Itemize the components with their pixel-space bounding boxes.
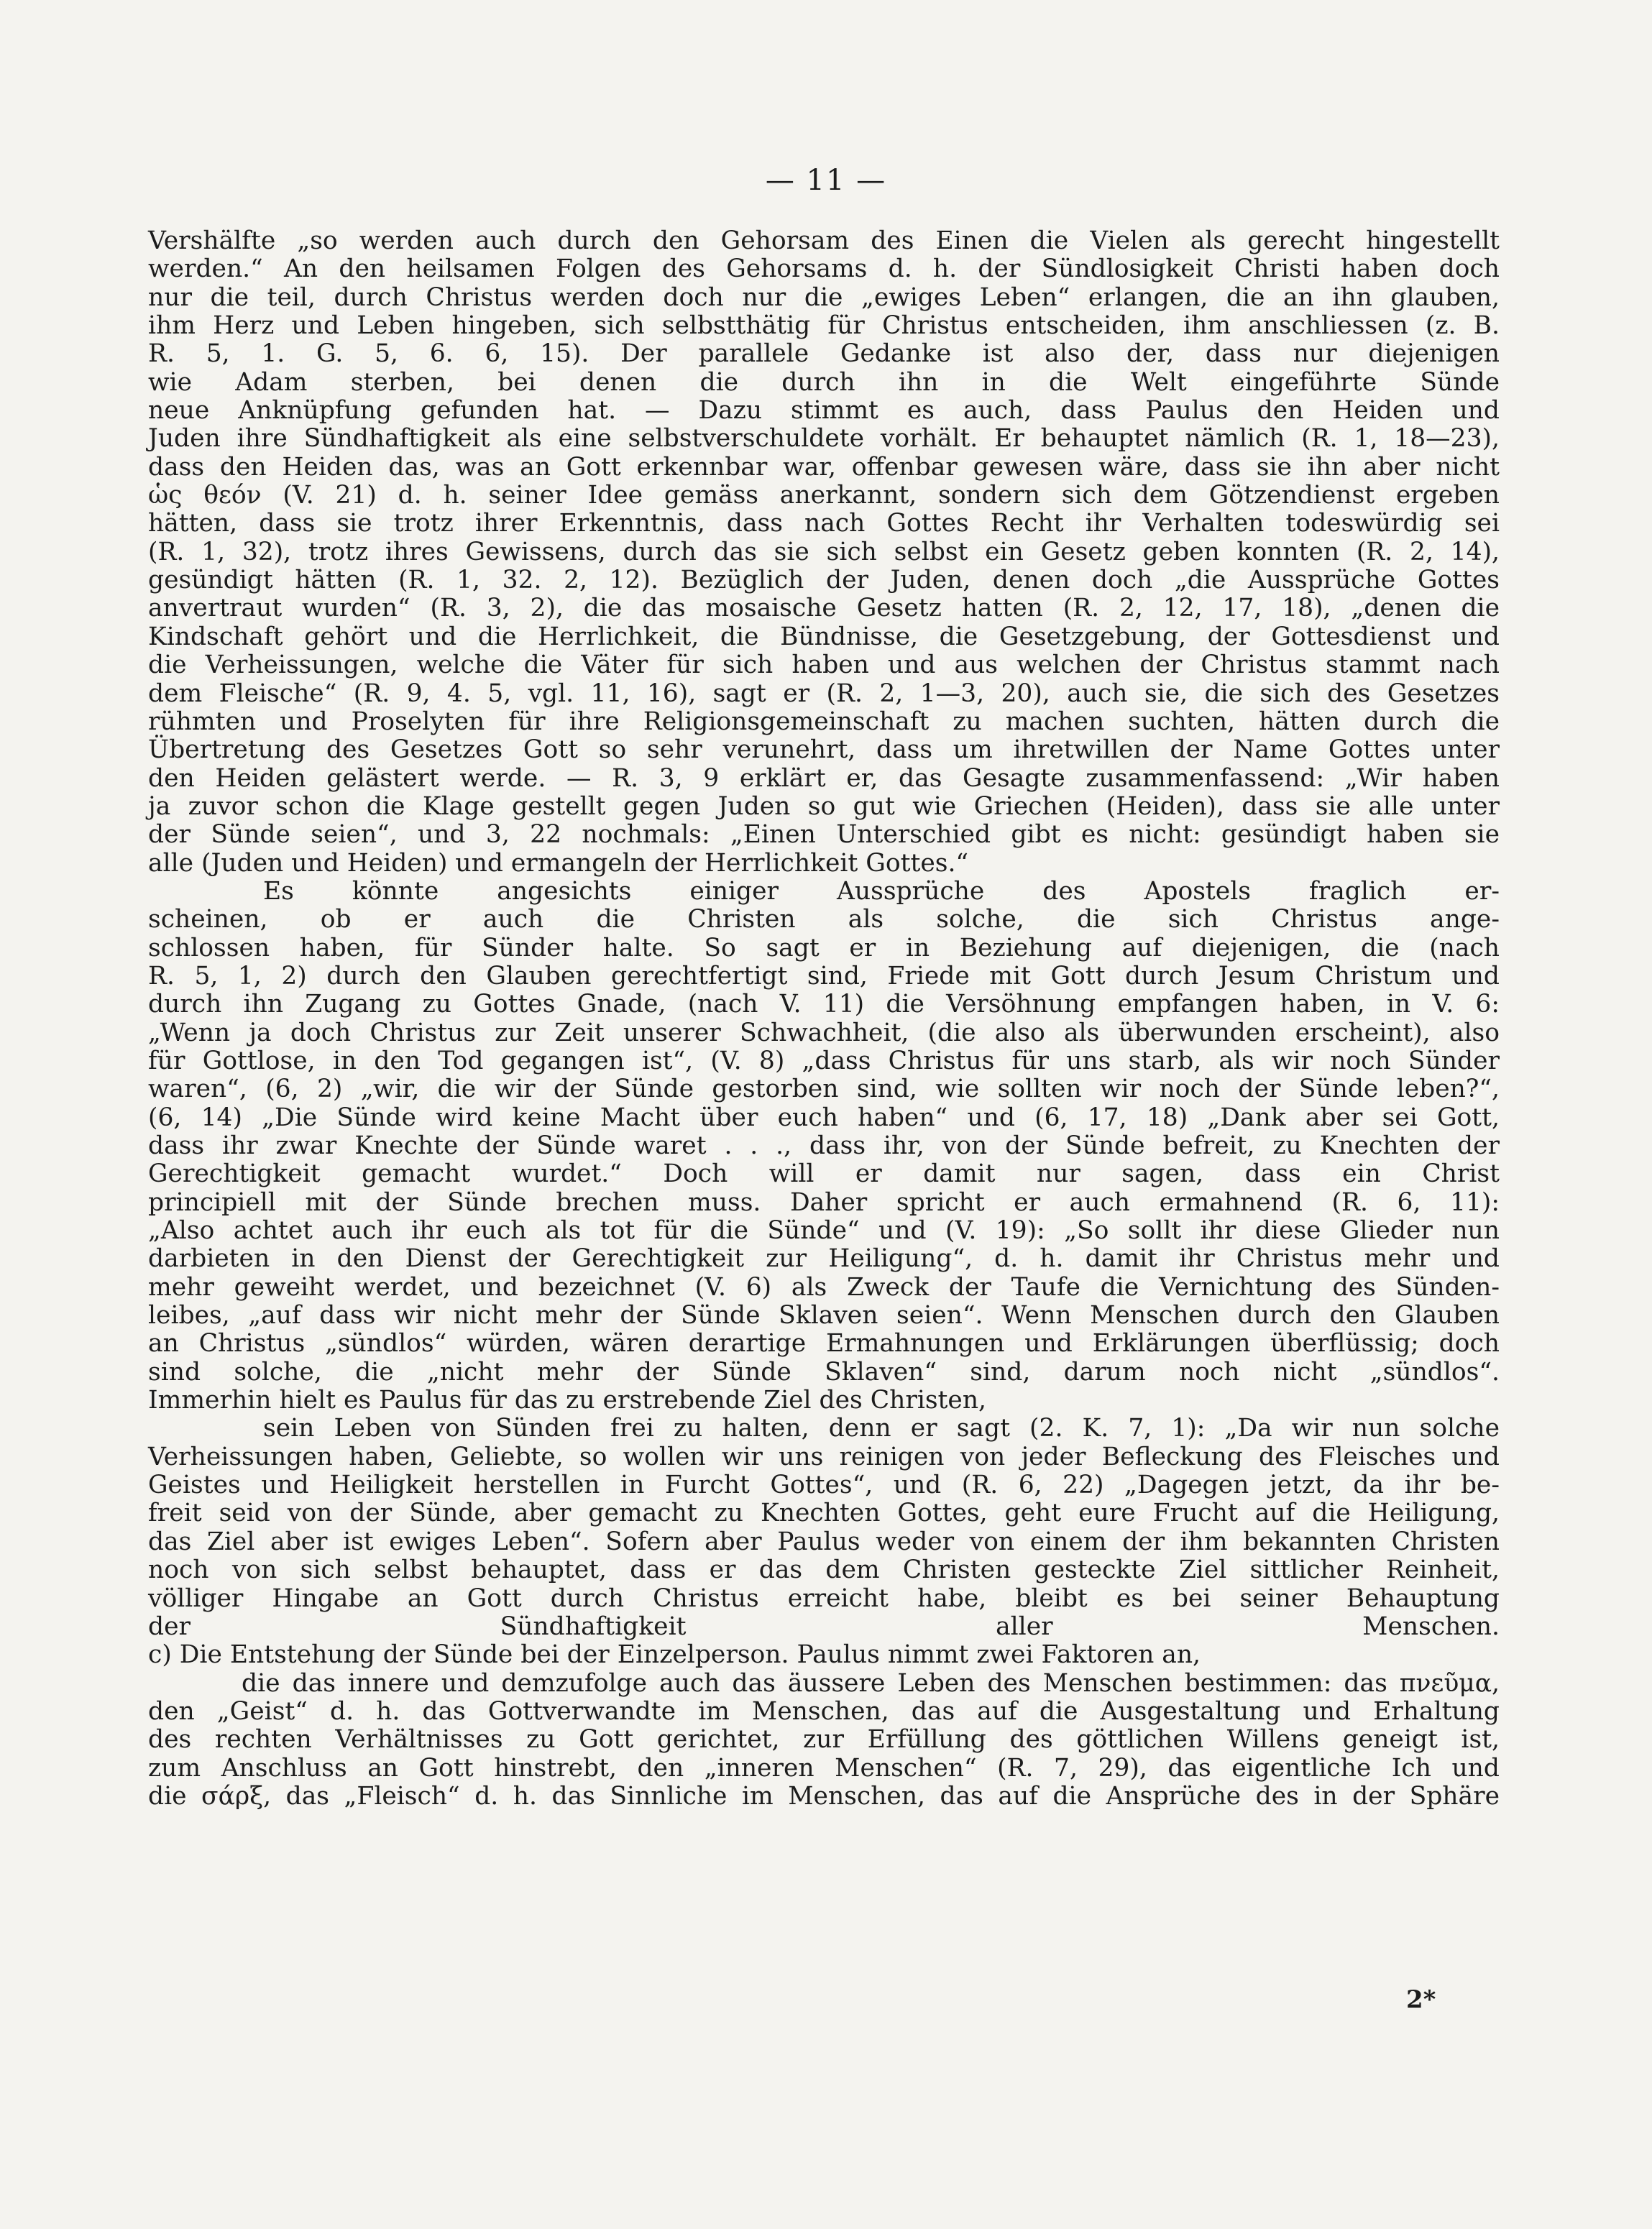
text-line: gesündigt hätten (R. 1, 32. 2, 12). Bezüglich der Juden, denen doch „die Aussprüche Gottes [148, 566, 1500, 595]
text-line: durch ihn Zugang zu Gottes Gnade, (nach V. 11) die Versöhnung empfangen haben, in V. 6: [148, 990, 1500, 1019]
text-line: das Ziel aber ist ewiges Leben“. Sofern aber Paulus weder von einem der ihm bekannten Christen [148, 1527, 1500, 1556]
text-line: noch von sich selbst behauptet, dass er das dem Christen gesteckte Ziel sittlicher Reinheit, [148, 1555, 1500, 1585]
text-line: sein Leben von Sünden frei zu halten, denn er sagt (2. K. 7, 1): „Da wir nun solche [263, 1414, 1500, 1443]
text-line: sind solche, die „nicht mehr der Sünde Sklaven“ sind, darum noch nicht „sündlos“. [148, 1357, 1500, 1387]
text-line: Juden ihre Sündhaftigkeit als eine selbstverschuldete vorhält. Er behauptet nämlich (R. 1, 18—23), [148, 424, 1500, 454]
text-line: ὡς θεόν (V. 21) d. h. seiner Idee gemäss anerkannt, sondern sich dem Götzendienst ergeben [148, 481, 1500, 510]
text-line: Vershälfte „so werden auch durch den Gehorsam des Einen die Vielen als gerecht hingestellt [148, 226, 1500, 255]
text-line: die σάρξ, das „Fleisch“ d. h. das Sinnliche im Menschen, das auf die Ansprüche des in der Sphäre [148, 1781, 1500, 1811]
text-line: leibes, „auf dass wir nicht mehr der Sünde Sklaven seien“. Wenn Menschen durch den Glauben [148, 1301, 1500, 1330]
text-line [148, 1811, 1500, 1839]
text-line: der Sünde seien“, und 3, 22 nochmals: „Einen Unterschied gibt es nicht: gesündigt haben sie [148, 820, 1500, 850]
text-line: ihm Herz und Leben hingeben, sich selbstthätig für Christus entscheiden, ihm anschliessen (z. B. [148, 311, 1500, 341]
text-line: dem Fleische“ (R. 9, 4. 5, vgl. 11, 16), sagt er (R. 2, 1—3, 20), auch sie, die sich des Gesetzes [148, 679, 1500, 708]
text-line: principiell mit der Sünde brechen muss. Daher spricht er auch ermahnend (R. 6, 11): [148, 1187, 1500, 1217]
text-line: die Verheissungen, welche die Väter für sich haben und aus welchen der Christus stammt nach [148, 651, 1500, 680]
text-line: dass ihr zwar Knechte der Sünde waret . . ., dass ihr, von der Sünde befreit, zu Knechten der [148, 1131, 1500, 1160]
text-line: schlossen haben, für Sünder halte. So sagt er in Beziehung auf diejenigen, die (nach [148, 933, 1500, 962]
text-line: „Wenn ja doch Christus zur Zeit unserer Schwachheit, (die also als überwunden erscheint), also [148, 1018, 1500, 1047]
text-line: (6, 14) „Die Sünde wird keine Macht über euch haben“ und (6, 17, 18) „Dank aber sei Gott, [148, 1103, 1500, 1132]
text-line: scheinen, ob er auch die Christen als solche, die sich Christus ange- [148, 905, 1500, 934]
text-line: „Also achtet auch ihr euch als tot für die Sünde“ und (V. 19): „So sollt ihr diese Glieder nun [148, 1216, 1500, 1246]
text-line: waren“, (6, 2) „wir, die wir der Sünde gestorben sind, wie sollten wir noch der Sünde leben?“, [148, 1075, 1500, 1104]
text-line: c) Die Entstehung der Sünde bei der Einzelperson. Paulus nimmt zwei Faktoren an, [148, 1640, 1201, 1670]
text-line: R. 5, 1. G. 5, 6. 6, 15). Der parallele Gedanke ist also der, dass nur diejenigen [148, 339, 1500, 369]
text-line: anvertraut wurden“ (R. 3, 2), die das mosaische Gesetz hatten (R. 2, 12, 17, 18), „denen die [148, 594, 1500, 623]
text-line: die das innere und demzufolge auch das äussere Leben des Menschen bestimmen: das πνεῦμα, [242, 1668, 1500, 1698]
text-line: Immerhin hielt es Paulus für das zu erstrebende Ziel des Christen, [148, 1386, 987, 1415]
text-line: wie Adam sterben, bei denen die durch ihn in die Welt eingeführte Sünde [148, 367, 1500, 397]
text-line: Geistes und Heiligkeit herstellen in Furcht Gottes“, und (R. 6, 22) „Dagegen jetzt, da ihr be- [148, 1471, 1500, 1500]
text-line: mehr geweiht werdet, und bezeichnet (V. 6) als Zweck der Taufe die Vernichtung des Sünden- [148, 1272, 1500, 1302]
signature-mark: 2* [1406, 1985, 1436, 2014]
text-line: zum Anschluss an Gott hinstrebt, den „inneren Menschen“ (R. 7, 29), das eigentliche Ich und [148, 1753, 1500, 1783]
text-line: (R. 1, 32), trotz ihres Gewissens, durch das sie sich selbst ein Gesetz geben konnten (R. 2, 14), [148, 537, 1500, 566]
body-text [148, 227, 1500, 1839]
text-line: Gerechtigkeit gemacht wurdet.“ Doch will er damit nur sagen, dass ein Christ [148, 1159, 1500, 1189]
text-line: R. 5, 1, 2) durch den Glauben gerechtfertigt sind, Friede mit Gott durch Jesum Christum und [148, 961, 1500, 991]
text-line: neue Anknüpfung gefunden hat. — Dazu stimmt es auch, dass Paulus den Heiden und [148, 396, 1500, 426]
text-line: des rechten Verhältnisses zu Gott gerichtet, zur Erfüllung des göttlichen Willens geneigt ist, [148, 1725, 1500, 1755]
text-line: Verheissungen haben, Geliebte, so wollen wir uns reinigen von jeder Befleckung des Fleisches und [148, 1442, 1500, 1471]
text-line: Es könnte angesichts einiger Aussprüche des Apostels fraglich er- [263, 876, 1500, 906]
text-line: freit seid von der Sünde, aber gemacht zu Knechten Gottes, geht eure Frucht auf die Heiligung, [148, 1499, 1500, 1528]
text-line: Übertretung des Gesetzes Gott so sehr verunehrt, dass um ihretwillen der Name Gottes unter [148, 735, 1500, 765]
text-line: hätten, dass sie trotz ihrer Erkenntnis, dass nach Gottes Recht ihr Verhalten todeswürdig sei [148, 509, 1500, 538]
text-line: dass den Heiden das, was an Gott erkennbar war, offenbar gewesen wäre, dass sie ihn aber nicht [148, 452, 1500, 482]
text-line: werden.“ An den heilsamen Folgen des Gehorsams d. h. der Sündlosigkeit Christi haben doch [148, 254, 1500, 284]
text-line: den Heiden gelästert werde. — R. 3, 9 erklärt er, das Gesagte zusammenfassend: „Wir haben [148, 763, 1500, 793]
text-line: Kindschaft gehört und die Herrlichkeit, die Bündnisse, die Gesetzgebung, der Gottesdienst und [148, 622, 1500, 651]
text-line: ja zuvor schon die Klage gestellt gegen Juden so gut wie Griechen (Heiden), dass sie alle unter [148, 791, 1500, 821]
text-line: völliger Hingabe an Gott durch Christus erreicht habe, bleibt es bei seiner Behauptung [148, 1584, 1500, 1613]
text-line: den „Geist“ d. h. das Gottverwandte im Menschen, das auf die Ausgestaltung und Erhaltung [148, 1696, 1500, 1726]
text-line: nur die teil, durch Christus werden doch nur die „ewiges Leben“ erlangen, die an ihn glauben, [148, 282, 1500, 312]
text-line: alle (Juden und Heiden) und ermangeln der Herrlichkeit Gottes.“ [148, 848, 969, 878]
text-line: an Christus „sündlos“ würden, wären derartige Ermahnungen und Erklärungen überflüssig; doch [148, 1329, 1500, 1359]
text-line: für Gottlose, in den Tod gegangen ist“, (V. 8) „dass Christus für uns starb, als wir noch Sünder [148, 1046, 1500, 1075]
text-line: rühmten und Proselyten für ihre Religionsgemeinschaft zu machen suchten, hätten durch die [148, 707, 1500, 736]
text-line: der Sündhaftigkeit aller Menschen. [148, 1612, 1500, 1641]
page-number: — 11 — [765, 164, 887, 197]
text-line: darbieten in den Dienst der Gerechtigkeit zur Heiligung“, d. h. damit ihr Christus mehr und [148, 1244, 1500, 1274]
